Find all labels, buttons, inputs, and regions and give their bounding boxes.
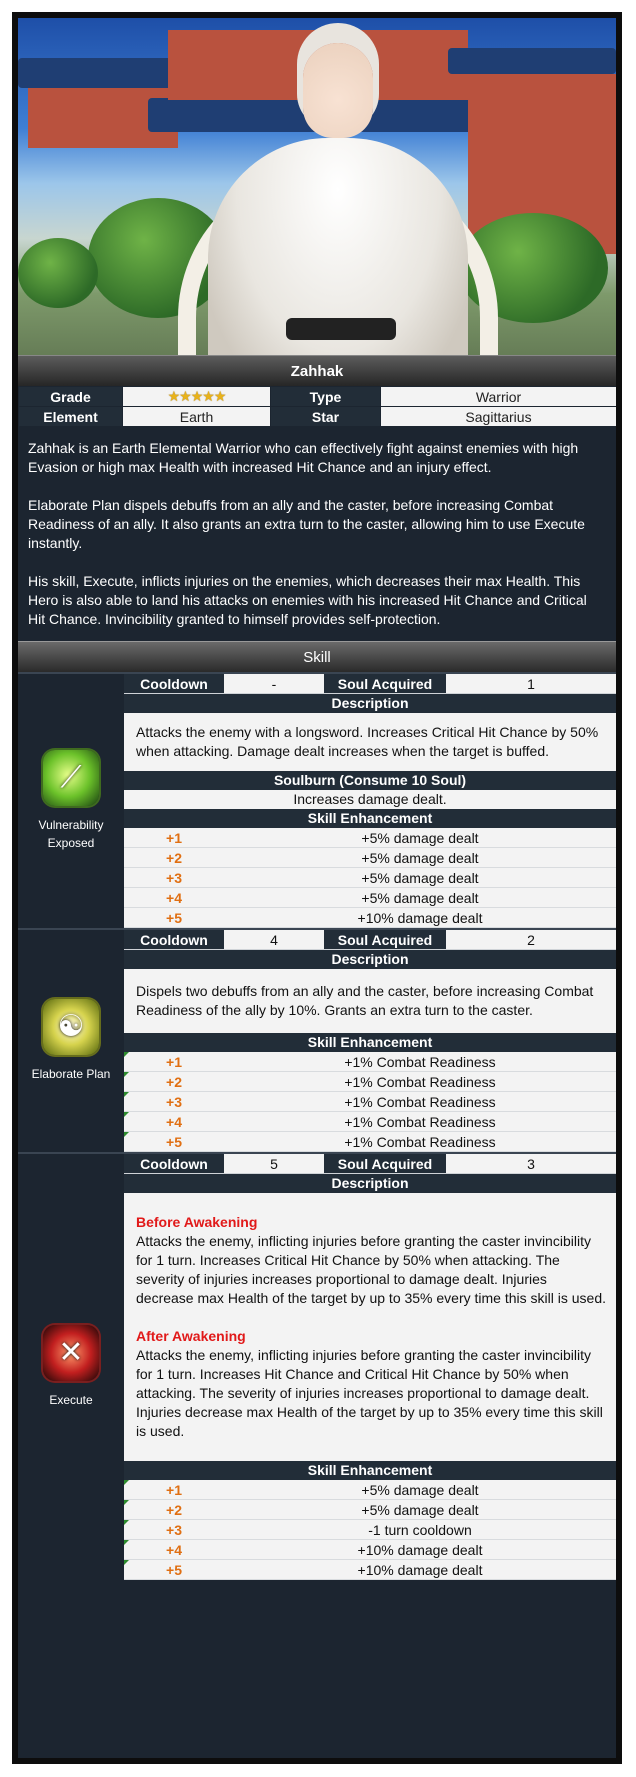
before-awakening-text: Attacks the enemy, inflicting injuries before granting the caster invincibility for 1 turn. Increases Critical Hit Chance by 50% when attacking. The severity of injuries increases proportional to damage dealt. Injuries decrease max Health of the target by up to 35% every time this skill is used. (136, 1233, 607, 1306)
hero-head (303, 43, 373, 138)
grade-stars (123, 387, 271, 407)
before-awakening-title: Before Awakening (136, 1214, 258, 1230)
table-row (124, 1480, 616, 1500)
skill-block-execute (18, 1152, 616, 1580)
star-value: Sagittarius (381, 407, 617, 427)
enhance-level: +3 (124, 868, 224, 888)
enhance-effect: +1% Combat Readiness (224, 1092, 616, 1112)
hero-card (18, 18, 616, 1758)
enhance-effect: +10% damage dealt (224, 1560, 616, 1580)
soulburn-header: Soulburn (Consume 10 Soul) (124, 771, 616, 790)
hero-portrait (18, 18, 616, 386)
soulburn-effect: Increases damage dealt. (124, 790, 616, 809)
star-label: Star (271, 407, 381, 427)
skill-sidebar (18, 1154, 124, 1580)
element-value: Earth (123, 407, 271, 427)
enhancement-table (124, 1052, 616, 1152)
description-paragraph: Elaborate Plan dispels debuffs from an ally and the caster, before increasing Combat Readiness of an ally. It also grants an extra turn to the caster, allowing him to use Execute instantly. (28, 497, 585, 551)
description-paragraph: Zahhak is an Earth Elemental Warrior who can effectively fight against enemies with high Evasion or high max Health with increased Hit Chance and an injury effect. (28, 440, 579, 475)
cross-slash-icon: ✕ (43, 1325, 99, 1381)
table-row (124, 1072, 616, 1092)
sword-slash-icon: ⟋ (43, 750, 99, 806)
skill-stats (124, 930, 616, 950)
after-awakening-text: Attacks the enemy, inflicting injuries before granting the caster invincibility for 1 turn. Increases Hit Chance and Critical Hit Chance by 50% when attacking. The severity of injuries increases proportional to damage dealt. Injuries decrease max Health of the target by up to 35% every time this skill is used. (136, 1347, 603, 1439)
enhancement-table (124, 828, 616, 928)
skill-details (124, 674, 616, 928)
enhance-effect: +10% damage dealt (224, 908, 616, 928)
enhance-effect: +10% damage dealt (224, 1540, 616, 1560)
table-row (124, 1132, 616, 1152)
skill-stats (124, 1154, 616, 1174)
cooldown-label: Cooldown (124, 930, 224, 950)
soul-acquired-label: Soul Acquired (324, 1154, 446, 1174)
table-row (124, 1500, 616, 1520)
page-frame (12, 12, 622, 1764)
enhance-level: +5 (124, 1560, 224, 1580)
enhance-level: +2 (124, 1072, 224, 1092)
enhance-effect: +5% damage dealt (224, 888, 616, 908)
skill-section-title: Skill (18, 641, 616, 672)
table-row (124, 1052, 616, 1072)
hero-description (18, 427, 616, 641)
soul-acquired-label: Soul Acquired (324, 930, 446, 950)
temple-roof-left (18, 58, 188, 88)
temple-roof-right (448, 48, 616, 74)
skill-sidebar (18, 930, 124, 1152)
yin-yang-icon: ☯ (43, 999, 99, 1055)
type-label: Type (271, 387, 381, 407)
table-row (124, 1520, 616, 1540)
soul-acquired-value: 1 (446, 674, 616, 694)
enhance-level: +1 (124, 1052, 224, 1072)
enhance-level: +5 (124, 1132, 224, 1152)
skill-name: Execute (49, 1393, 93, 1407)
skill-description: Attacks the enemy with a longsword. Increases Critical Hit Chance by 50% when attacking. Damage dealt increases when the target is buffed. (124, 713, 616, 771)
table-row (124, 1092, 616, 1112)
skill-description (124, 1193, 616, 1461)
hero-sash (286, 318, 396, 340)
enhance-level: +2 (124, 1500, 224, 1520)
cooldown-value: 5 (224, 1154, 324, 1174)
skill-stats (124, 674, 616, 694)
table-row (124, 1560, 616, 1580)
table-row (124, 908, 616, 928)
skill-block-vulnerability-exposed (18, 672, 616, 928)
enhance-level: +5 (124, 908, 224, 928)
enhance-effect: +1% Combat Readiness (224, 1072, 616, 1092)
enhance-level: +3 (124, 1092, 224, 1112)
table-row (124, 1112, 616, 1132)
enhance-level: +2 (124, 848, 224, 868)
enhancement-table (124, 1480, 616, 1580)
skill-details (124, 1154, 616, 1580)
description-header: Description (124, 950, 616, 969)
enhance-effect: +1% Combat Readiness (224, 1132, 616, 1152)
type-value: Warrior (381, 387, 617, 407)
cooldown-label: Cooldown (124, 674, 224, 694)
skill-block-elaborate-plan (18, 928, 616, 1152)
enhance-level: +3 (124, 1520, 224, 1540)
enhance-level: +1 (124, 828, 224, 848)
enhance-effect: +5% damage dealt (224, 848, 616, 868)
enhancement-header: Skill Enhancement (124, 809, 616, 828)
cooldown-value: 4 (224, 930, 324, 950)
grade-label: Grade (19, 387, 123, 407)
skill-name: Vulnerability Exposed (38, 818, 104, 850)
enhance-effect: +5% damage dealt (224, 828, 616, 848)
table-row (124, 888, 616, 908)
table-row (124, 1540, 616, 1560)
skill-sidebar (18, 674, 124, 928)
skill-name: Elaborate Plan (31, 1067, 111, 1081)
enhancement-header: Skill Enhancement (124, 1033, 616, 1052)
soul-acquired-label: Soul Acquired (324, 674, 446, 694)
cooldown-label: Cooldown (124, 1154, 224, 1174)
enhance-effect: +1% Combat Readiness (224, 1112, 616, 1132)
tree-far-left (18, 238, 98, 308)
element-label: Element (19, 407, 123, 427)
description-paragraph: His skill, Execute, inflicts injuries on the enemies, which decreases their max Health. This Hero is also able to land his attacks on enemies with his increased Hit Chance and Critical Hit Chance. Invincibility granted to himself provides self-protection. (28, 573, 587, 627)
enhance-effect: +5% damage dealt (224, 1500, 616, 1520)
enhance-effect: +1% Combat Readiness (224, 1052, 616, 1072)
hero-figure (208, 138, 468, 386)
enhance-level: +1 (124, 1480, 224, 1500)
enhance-effect: +5% damage dealt (224, 1480, 616, 1500)
enhance-level: +4 (124, 1112, 224, 1132)
soul-acquired-value: 2 (446, 930, 616, 950)
enhance-level: +4 (124, 888, 224, 908)
enhance-effect: -1 turn cooldown (224, 1520, 616, 1540)
skill-description: Dispels two debuffs from an ally and the caster, before increasing Combat Readiness of the ally by 10%. Grants an extra turn to the caster. (124, 969, 616, 1033)
soul-acquired-value: 3 (446, 1154, 616, 1174)
description-header: Description (124, 694, 616, 713)
skill-details (124, 930, 616, 1152)
star-rating-icon: ★★★★★ (167, 388, 226, 404)
hero-info-table (18, 386, 616, 427)
table-row (124, 848, 616, 868)
after-awakening-title: After Awakening (136, 1328, 246, 1344)
hero-name: Zahhak (18, 355, 616, 386)
cooldown-value: - (224, 674, 324, 694)
enhance-level: +4 (124, 1540, 224, 1560)
table-row (124, 828, 616, 848)
enhance-effect: +5% damage dealt (224, 868, 616, 888)
description-header: Description (124, 1174, 616, 1193)
enhancement-header: Skill Enhancement (124, 1461, 616, 1480)
table-row (124, 868, 616, 888)
